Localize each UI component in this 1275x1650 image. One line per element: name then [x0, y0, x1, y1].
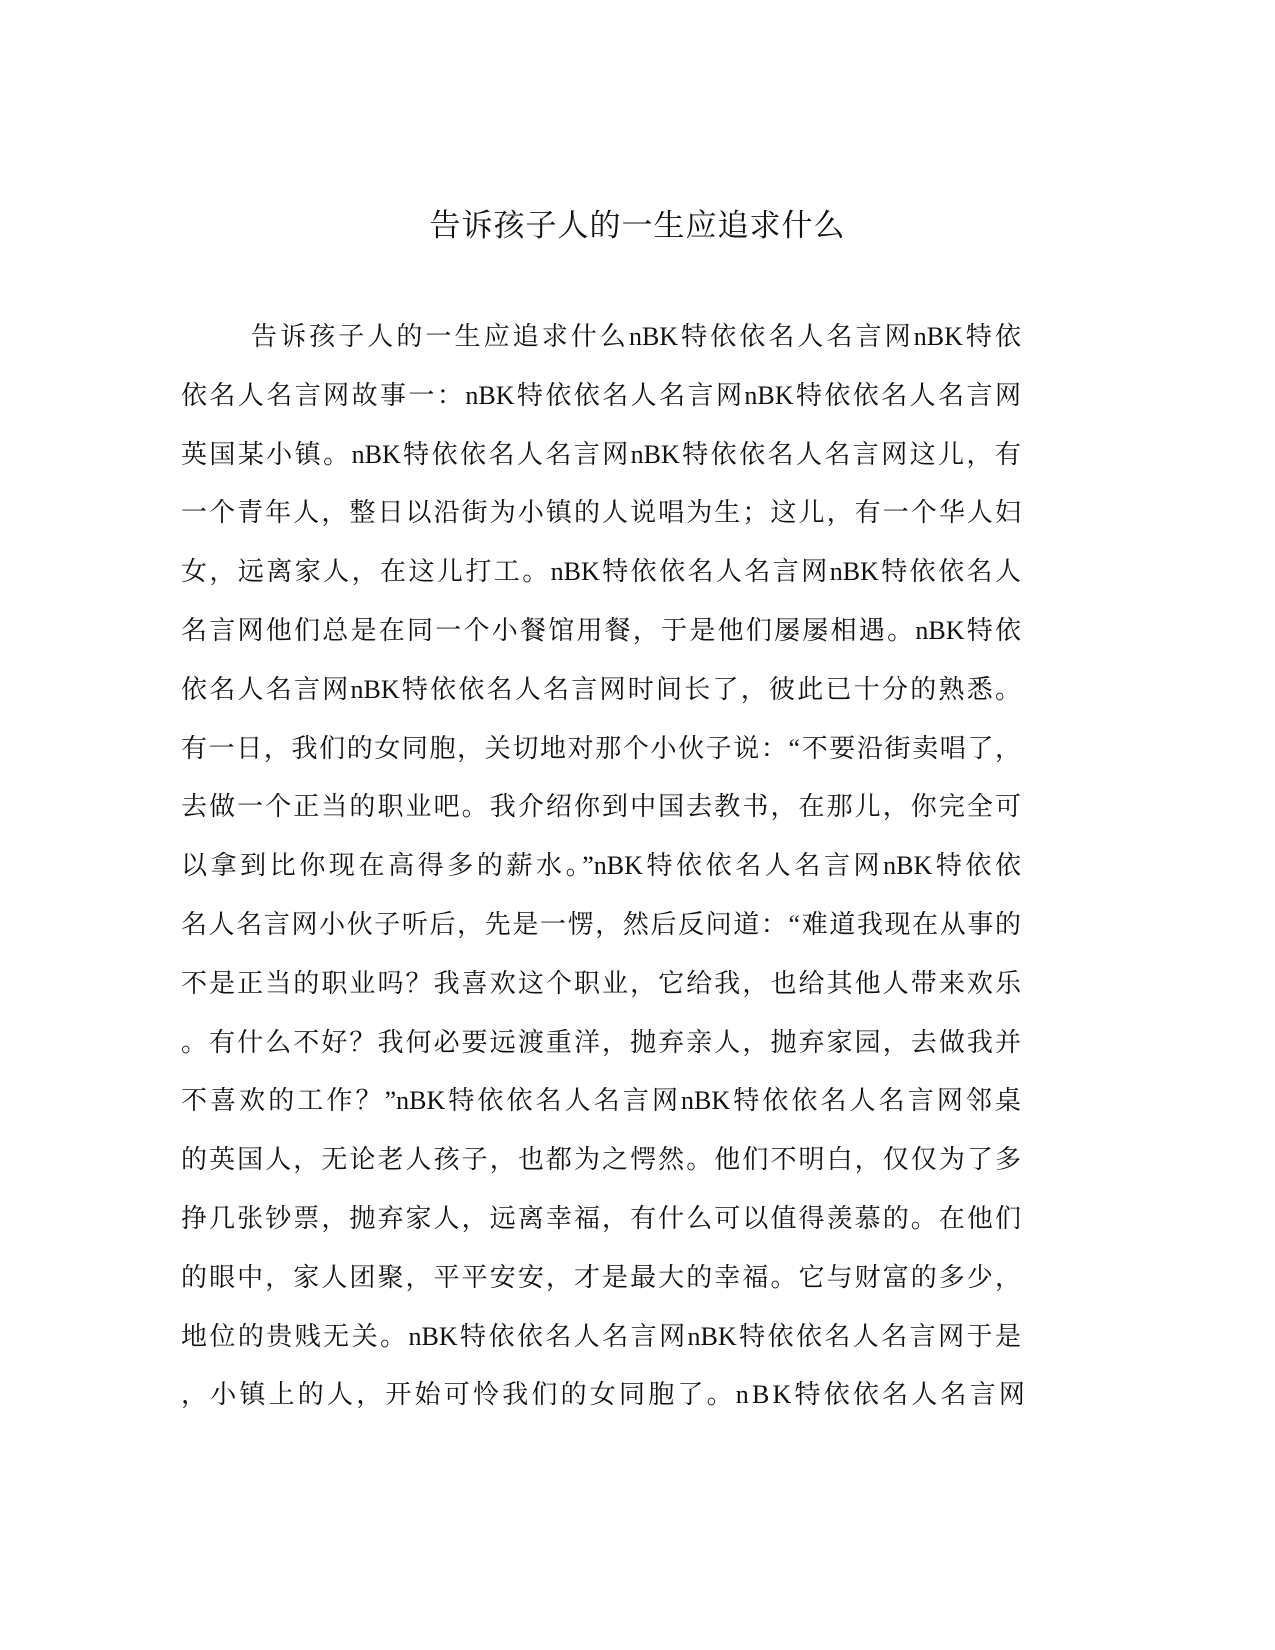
- document-body: [181, 318, 1029, 1435]
- text-line: 的眼中，家人团聚，平平安安，才是最大的幸福。它与财富的多少，: [181, 1262, 1021, 1292]
- text-line: 依名人名言网故事一：nBK特依依名人名言网nBK特依依名人名言网: [181, 380, 1021, 410]
- document-title: 告诉孩子人的一生应追求什么: [429, 208, 846, 243]
- text-line: 名人名言网小伙子听后，先是一愣，然后反问道：“难道我现在从事的: [181, 909, 1021, 939]
- text-line: 有一日，我们的女同胞，关切地对那个小伙子说：“不要沿街卖唱了，: [181, 733, 1021, 763]
- text-line: 告诉孩子人的一生应追求什么nBK特依依名人名言网nBK特依: [251, 322, 1021, 351]
- text-line: ，小镇上的人，开始可怜我们的女同胞了。nBK特依依名人名言网: [181, 1380, 1029, 1410]
- text-line: 女，远离家人，在这儿打工。nBK特依依名人名言网nBK特依依名人: [181, 557, 1021, 587]
- text-line: 名言网他们总是在同一个小餐馆用餐，于是他们屡屡相遇。nBK特依: [181, 615, 1021, 645]
- text-line: 以拿到比你现在高得多的薪水。”nBK特依依名人名言网nBK特依依: [181, 851, 1021, 881]
- text-line: 英国某小镇。nBK特依依名人名言网nBK特依依名人名言网这儿，有: [181, 439, 1021, 469]
- text-line: 地位的贵贱无关。nBK特依依名人名言网nBK特依依名人名言网于是: [181, 1321, 1021, 1351]
- text-line: 不喜欢的工作？”nBK特依依名人名言网nBK特依依名人名言网邻桌: [181, 1086, 1021, 1116]
- text-line: 依名人名言网nBK特依依名人名言网时间长了，彼此已十分的熟悉。: [181, 674, 1021, 704]
- text-line: 去做一个正当的职业吧。我介绍你到中国去教书，在那儿，你完全可: [181, 792, 1021, 822]
- text-line: 的英国人，无论老人孩子，也都为之愕然。他们不明白，仅仅为了多: [181, 1145, 1021, 1175]
- text-line: 挣几张钞票，抛弃家人，远离幸福，有什么可以值得羡慕的。在他们: [181, 1203, 1021, 1233]
- text-line: 不是正当的职业吗？我喜欢这个职业，它给我，也给其他人带来欢乐: [181, 968, 1021, 998]
- text-line: 。有什么不好？我何必要远渡重洋，抛弃亲人，抛弃家园，去做我并: [181, 1027, 1021, 1057]
- text-line: 一个青年人，整日以沿街为小镇的人说唱为生；这儿，有一个华人妇: [181, 498, 1021, 528]
